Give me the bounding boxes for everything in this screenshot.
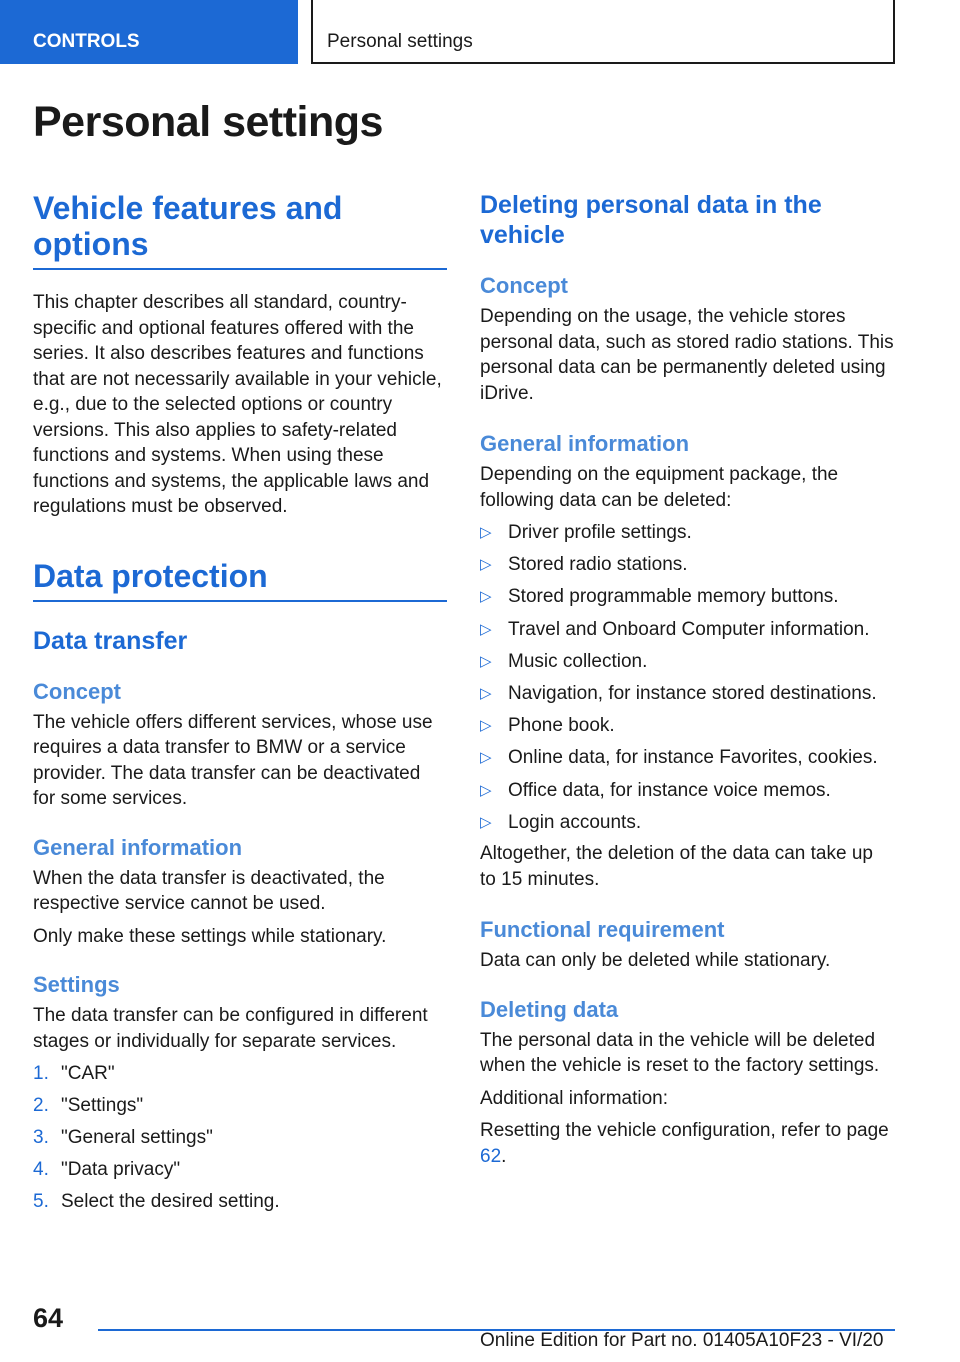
triangle-bullet-icon: ▷ — [480, 556, 492, 574]
triangle-bullet-icon: ▷ — [480, 749, 492, 767]
list-item: ▷ Travel and Onboard Computer information. — [480, 617, 894, 643]
reset-text: Resetting the vehicle configuration, refer to page 62. — [480, 1120, 889, 1167]
left-column — [33, 190, 447, 1215]
heading-general-transfer: General information — [33, 834, 243, 860]
heading-concept-transfer: Concept — [33, 678, 121, 704]
heading-general-deleting: General information — [480, 431, 690, 456]
general-deleting-text: Depending on the equipment package, the following data can be deleted: — [480, 464, 839, 511]
heading-data-protection: Data protection — [33, 558, 447, 602]
list-item: ▷ Online data, for instance Favorites, cookies. — [480, 745, 894, 771]
list-item: 5. Select the desired setting. — [33, 1191, 280, 1212]
heading-concept-deleting: Concept — [480, 273, 568, 298]
concept-deleting-text: Depending on the usage, the vehicle stores personal data, such as stored radio stations. This personal data can be permanently deleted using iDrive. — [480, 306, 894, 404]
triangle-bullet-icon: ▷ — [480, 684, 492, 702]
triangle-bullet-icon: ▷ — [480, 813, 492, 831]
additional-text: Additional information: — [480, 1087, 668, 1109]
page-number: 64 — [33, 1303, 64, 1333]
heading-data-transfer: Data transfer — [33, 626, 188, 655]
heading-vehicle-features: Vehicle features and options — [33, 190, 447, 270]
heading-deleting-personal-data: Deleting personal data in the vehicle — [480, 191, 822, 249]
general-transfer-text2: Only make these settings while stationary. — [33, 925, 387, 947]
vehicle-features-text: This chapter describes all standard, country-specific and optional features offered with the series. It also describes features and functions that are not necessarily available in your vehicle, e.g., due to the selected options or country versions. This also applies to safety-related functions and systems. When using these functions and systems, the applicable laws and regulations must be observed. — [33, 292, 442, 517]
list-item: ▷ Driver profile settings. — [480, 520, 894, 546]
triangle-bullet-icon: ▷ — [480, 588, 492, 606]
footer-edition: Online Edition for Part no. 01405A10F23 - VI/20 — [480, 1330, 884, 1351]
triangle-bullet-icon: ▷ — [480, 620, 492, 638]
list-item: ▷ Stored radio stations. — [480, 552, 894, 578]
deletable-data-list — [480, 520, 894, 835]
triangle-bullet-icon: ▷ — [480, 717, 492, 735]
list-item: 4. "Data privacy" — [33, 1159, 181, 1180]
list-item: 1. "CAR" — [33, 1063, 115, 1084]
list-item: ▷ Office data, for instance voice memos. — [480, 778, 894, 804]
triangle-bullet-icon: ▷ — [480, 781, 492, 799]
general-transfer-text1: When the data transfer is deactivated, the respective service cannot be used. — [33, 867, 385, 914]
list-item: ▷ Music collection. — [480, 649, 894, 675]
heading-functional-requirement: Functional requirement — [480, 917, 725, 943]
header-section: CONTROLS — [0, 0, 298, 64]
heading-deleting-data: Deleting data — [480, 996, 619, 1022]
right-column — [480, 190, 894, 1169]
concept-transfer-text: The vehicle offers different services, whose use requires a data transfer to BMW or a service provider. The data transfer can be deactivated for some services. — [33, 711, 433, 809]
list-item: 3. "General settings" — [33, 1127, 213, 1148]
page-link[interactable]: 62 — [480, 1145, 502, 1167]
header-chapter: Personal settings — [311, 0, 895, 64]
list-item: 2. "Settings" — [33, 1095, 144, 1116]
triangle-bullet-icon: ▷ — [480, 524, 492, 541]
triangle-bullet-icon: ▷ — [480, 652, 492, 670]
heading-settings: Settings — [33, 972, 120, 997]
deleting-text: The personal data in the vehicle will be deleted when the vehicle is reset to the factory settings. — [480, 1029, 880, 1077]
altogether-text: Altogether, the deletion of the data can take up to 15 minutes. — [480, 843, 873, 890]
list-item: ▷ Navigation, for instance stored destinations. — [480, 681, 894, 707]
list-item: ▷ Phone book. — [480, 713, 894, 739]
functional-text: Data can only be deleted while stationary. — [480, 950, 831, 972]
list-item: ▷ Login accounts. — [480, 810, 894, 836]
page-title: Personal settings — [33, 98, 383, 146]
settings-steps — [33, 1061, 447, 1215]
list-item: ▷ Stored programmable memory buttons. — [480, 584, 894, 610]
settings-text: The data transfer can be configured in different stages or individually for separate services. — [33, 1005, 428, 1052]
